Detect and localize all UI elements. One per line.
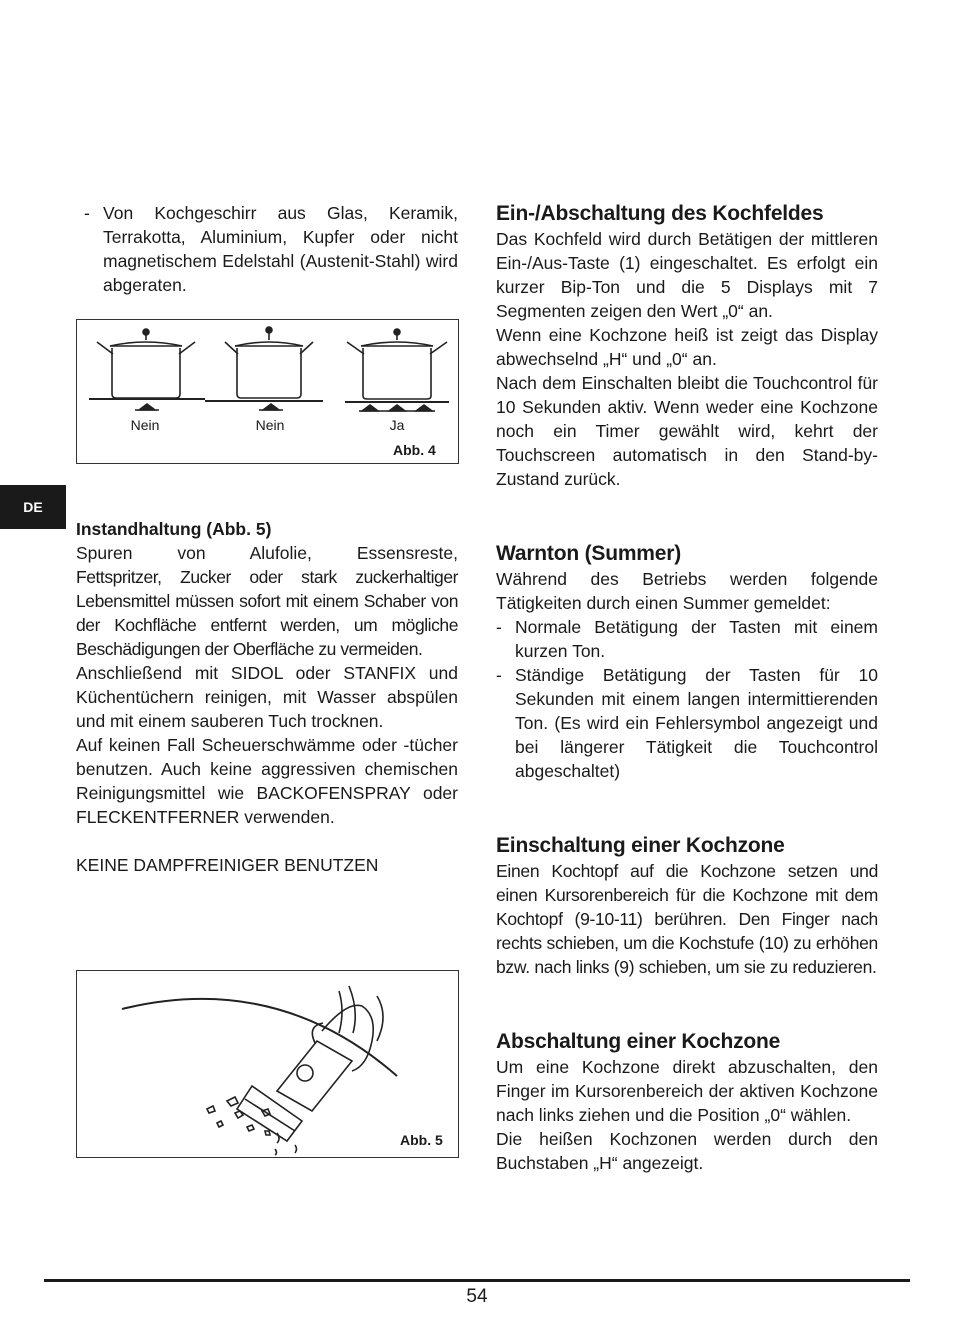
pot-3-illustration bbox=[345, 329, 449, 411]
buzzer-item-1 bbox=[496, 615, 878, 663]
pot-1-illustration bbox=[89, 329, 205, 410]
section-on-off-title: Ein-/Abschaltung des Kochfeldes bbox=[496, 202, 824, 225]
section-on-off-p1: Das Kochfeld wird durch Betätigen der mittleren Ein-/Aus-Taste (1) eingeschaltet. Es erfolgt ein kurzer Bip-Ton und die 5 Displays mit 7 Segmenten zeigen den Wert „0“ an. bbox=[496, 229, 878, 321]
pot-2-label: Nein bbox=[255, 417, 285, 433]
section-zone-off-p1: Um eine Kochzone direkt abzuschalten, den Finger im Kursorenbereich der aktiven Kochzone nach links ziehen und die Position „0“ wählen. bbox=[496, 1057, 878, 1125]
maintenance-p2: Anschließend mit SIDOL oder STANFIX und Küchentüchern reinigen, mit Wasser abspülen und mit einem sauberen Tuch trocknen. bbox=[76, 663, 458, 731]
pot-1-label: Nein bbox=[130, 417, 160, 433]
section-on-off-p2: Wenn eine Kochzone heiß ist zeigt das Display abwechselnd „H“ und „0“ an. bbox=[496, 325, 878, 369]
pot-3-label: Ja bbox=[389, 417, 405, 433]
section-zone-on-p1: Einen Kochtopf auf die Kochzone setzen und einen Kursorenbereich für die Kochzone mit dem Kochtopf (9-10-11) berühren. Den Finger nach rechts schieben, um die Kochstufe (10) zu erhöhen bzw. nach links (9) schieben, um sie zu reduzieren. bbox=[496, 861, 878, 977]
section-zone-off-title: Abschaltung einer Kochzone bbox=[496, 1030, 781, 1053]
figure-5 bbox=[76, 970, 459, 1158]
intro-bullet bbox=[76, 201, 458, 297]
maintenance-title: Instandhaltung (Abb. 5) bbox=[76, 519, 272, 539]
buzzer-item-2 bbox=[496, 663, 878, 783]
maintenance-p1-line1: Spuren von Alufolie, Essensreste, bbox=[76, 543, 458, 563]
section-zone-on-title: Einschaltung einer Kochzone bbox=[496, 834, 785, 857]
right-column bbox=[496, 201, 878, 1175]
section-zone-off-p2: Die heißen Kochzonen werden durch den Buchstaben „H“ angezeigt. bbox=[496, 1129, 878, 1173]
page-number: 54 bbox=[466, 1286, 488, 1307]
language-tab: DE bbox=[0, 485, 66, 529]
bullet-marker: - bbox=[84, 203, 90, 223]
pot-2-illustration bbox=[205, 327, 323, 410]
figure-4 bbox=[76, 319, 459, 464]
buzzer-item-2-text: Ständige Betätigung der Tasten für 10 Sekunden mit einem langen intermittierenden Ton. (Es wird ein Fehlersymbol angezeigt und bei längerer Tätigkeit die Touchcontrol abgeschaltet) bbox=[515, 665, 878, 781]
footer-rule bbox=[44, 1279, 910, 1282]
maintenance-warning: KEINE DAMPFREINIGER BENUTZEN bbox=[76, 855, 379, 875]
figure-5-label: Abb. 5 bbox=[400, 1132, 443, 1148]
section-buzzer-title: Warnton (Summer) bbox=[496, 542, 682, 565]
section-buzzer-p1: Während des Betriebs werden folgende Tätigkeiten durch einen Summer gemeldet: bbox=[496, 569, 878, 613]
bullet-marker: - bbox=[496, 665, 502, 685]
bullet-marker: - bbox=[496, 617, 502, 637]
section-on-off-p3: Nach dem Einschalten bleibt die Touchcontrol für 10 Sekunden aktiv. Wenn weder eine Kochzone noch ein Timer gewählt wird, kehrt der Touchscreen automatisch in den Stand-by-Zustand zurück. bbox=[496, 373, 878, 489]
maintenance-p3: Auf keinen Fall Scheuerschwämme oder -tücher benutzen. Auch keine aggressiven chemischen Reinigungsmittel wie BACKOFENSPRAY oder FLECKENTFERNER verwenden. bbox=[76, 735, 458, 827]
maintenance-section bbox=[76, 517, 458, 877]
figure-4-label: Abb. 4 bbox=[393, 442, 436, 458]
intro-bullet-text: Von Kochgeschirr aus Glas, Keramik, Terrakotta, Aluminium, Kupfer oder nicht magnetischem Edelstahl (Austenit-Stahl) wird abgeraten. bbox=[103, 203, 458, 295]
buzzer-item-1-text: Normale Betätigung der Tasten mit einem kurzen Ton. bbox=[515, 617, 878, 661]
scraper-illustration bbox=[77, 971, 458, 1157]
maintenance-p1: Fettspritzer, Zucker oder stark zuckerhaltiger Lebensmittel müssen sofort mit einem Schaber von der Kochfläche entfernt werden, um mögliche Beschädigungen der Oberfläche zu vermeiden. bbox=[76, 567, 458, 659]
